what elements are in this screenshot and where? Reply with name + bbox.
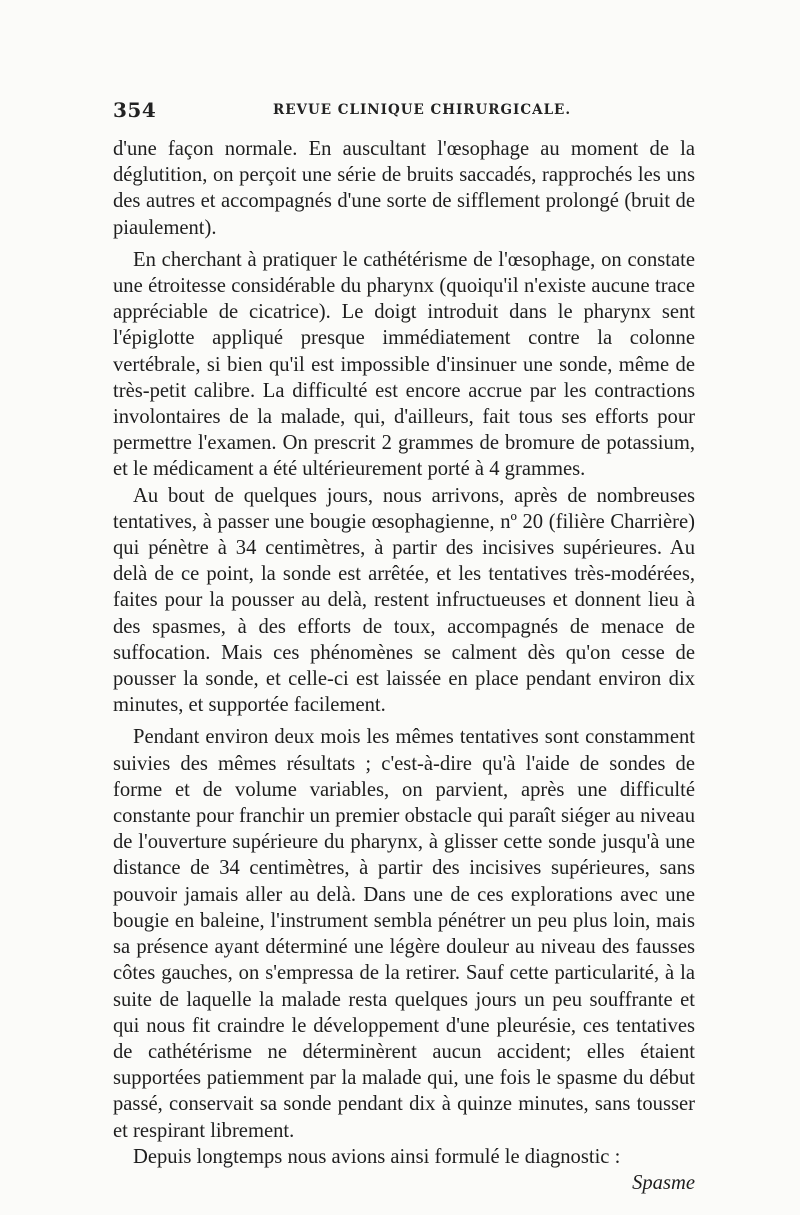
paragraph-1	[113, 136, 695, 241]
paragraph-2-text: En cherchant à pratiquer le cathétérisme de l'œsophage, on constate une étroitesse considérable du pharynx (quoiqu'il n'existe aucune trace appréciable de cicatrice). Le doigt introduit dans le pharynx sent l'épiglotte appliqué presque immédiatement contre la colonne vertébrale, si bien qu'il est impossible d'insinuer une sonde, même de très-petit calibre. La difficulté est encore accrue par les contractions involontaires de la malade, qui, d'ailleurs, fait tous ses efforts pour permettre l'examen. On prescrit 2 grammes de bromure de potassium, et le médicament a été ultérieurement porté à 4 grammes.	[113, 248, 695, 481]
paragraph-1-text: d'une façon normale. En auscultant l'œsophage au moment de la déglutition, on perçoit une série de bruits saccadés, rapprochés les uns des autres et accompagnés d'une sorte de sifflement prolongé (bruit de piaulement).	[113, 138, 695, 239]
running-header	[113, 98, 693, 122]
paragraph-3	[113, 483, 695, 719]
body-text	[113, 136, 695, 1196]
page-number: 354	[113, 98, 157, 122]
paragraph-3-text: Au bout de quelques jours, nous arrivons, après de nombreuses tentatives, à passer une bougie œsophagienne, nº 20 (filière Charrière) qui pénètre à 34 centimètres, à partir des incisives supérieures. Au delà de ce point, la sonde est arrêtée, et les tentatives très-modérées, faites pour la pousser au delà, restent infructueuses et donnent lieu à des spasmes, à des efforts de toux, accompagnés de menace de suffocation. Mais ces phénomènes se calment dès qu'on cesse de pousser la sonde, et celle-ci est laissée en place pendant environ dix minutes, et supportée facilement.	[113, 484, 695, 717]
running-title: REVUE CLINIQUE CHIRURGICALE.	[273, 102, 572, 118]
paragraph-2	[113, 247, 695, 483]
paragraph-5-italic-tail: Spasme	[632, 1171, 695, 1194]
paragraph-5	[113, 1144, 695, 1194]
paragraph-4-text: Pendant environ deux mois les mêmes tentatives sont constamment suivies des mêmes résultats ; c'est-à-dire qu'à l'aide de sondes de forme et de volume variables, on parvient, après une difficulté constante pour franchir un premier obstacle qui paraît siéger au niveau de l'ouverture supérieure du pharynx, à glisser cette sonde jusqu'à une distance de 34 centimètres, à partir des incisives supérieures, sans pouvoir jamais aller au delà. Dans une de ces explorations avec une bougie en baleine, l'instrument sembla pénétrer un peu plus loin, mais sa présence ayant déterminé une légère douleur au niveau des fausses côtes gauches, on s'empressa de la retirer. Sauf cette particularité, à la suite de laquelle la malade resta quelques jours un peu souffrante et qui nous fit craindre le développement d'une pleurésie, ces tentatives de cathétérisme ne déterminèrent aucun accident; elles étaient supportées patiemment par la malade qui, une fois le spasme du début passé, conservait sa sonde pendant dix à quinze minutes, sans tousser et respirant librement.	[113, 726, 695, 1142]
paragraph-4	[113, 724, 695, 1143]
paragraph-5-text: Depuis longtemps nous avions ainsi formulé le diagnostic :	[133, 1145, 621, 1168]
